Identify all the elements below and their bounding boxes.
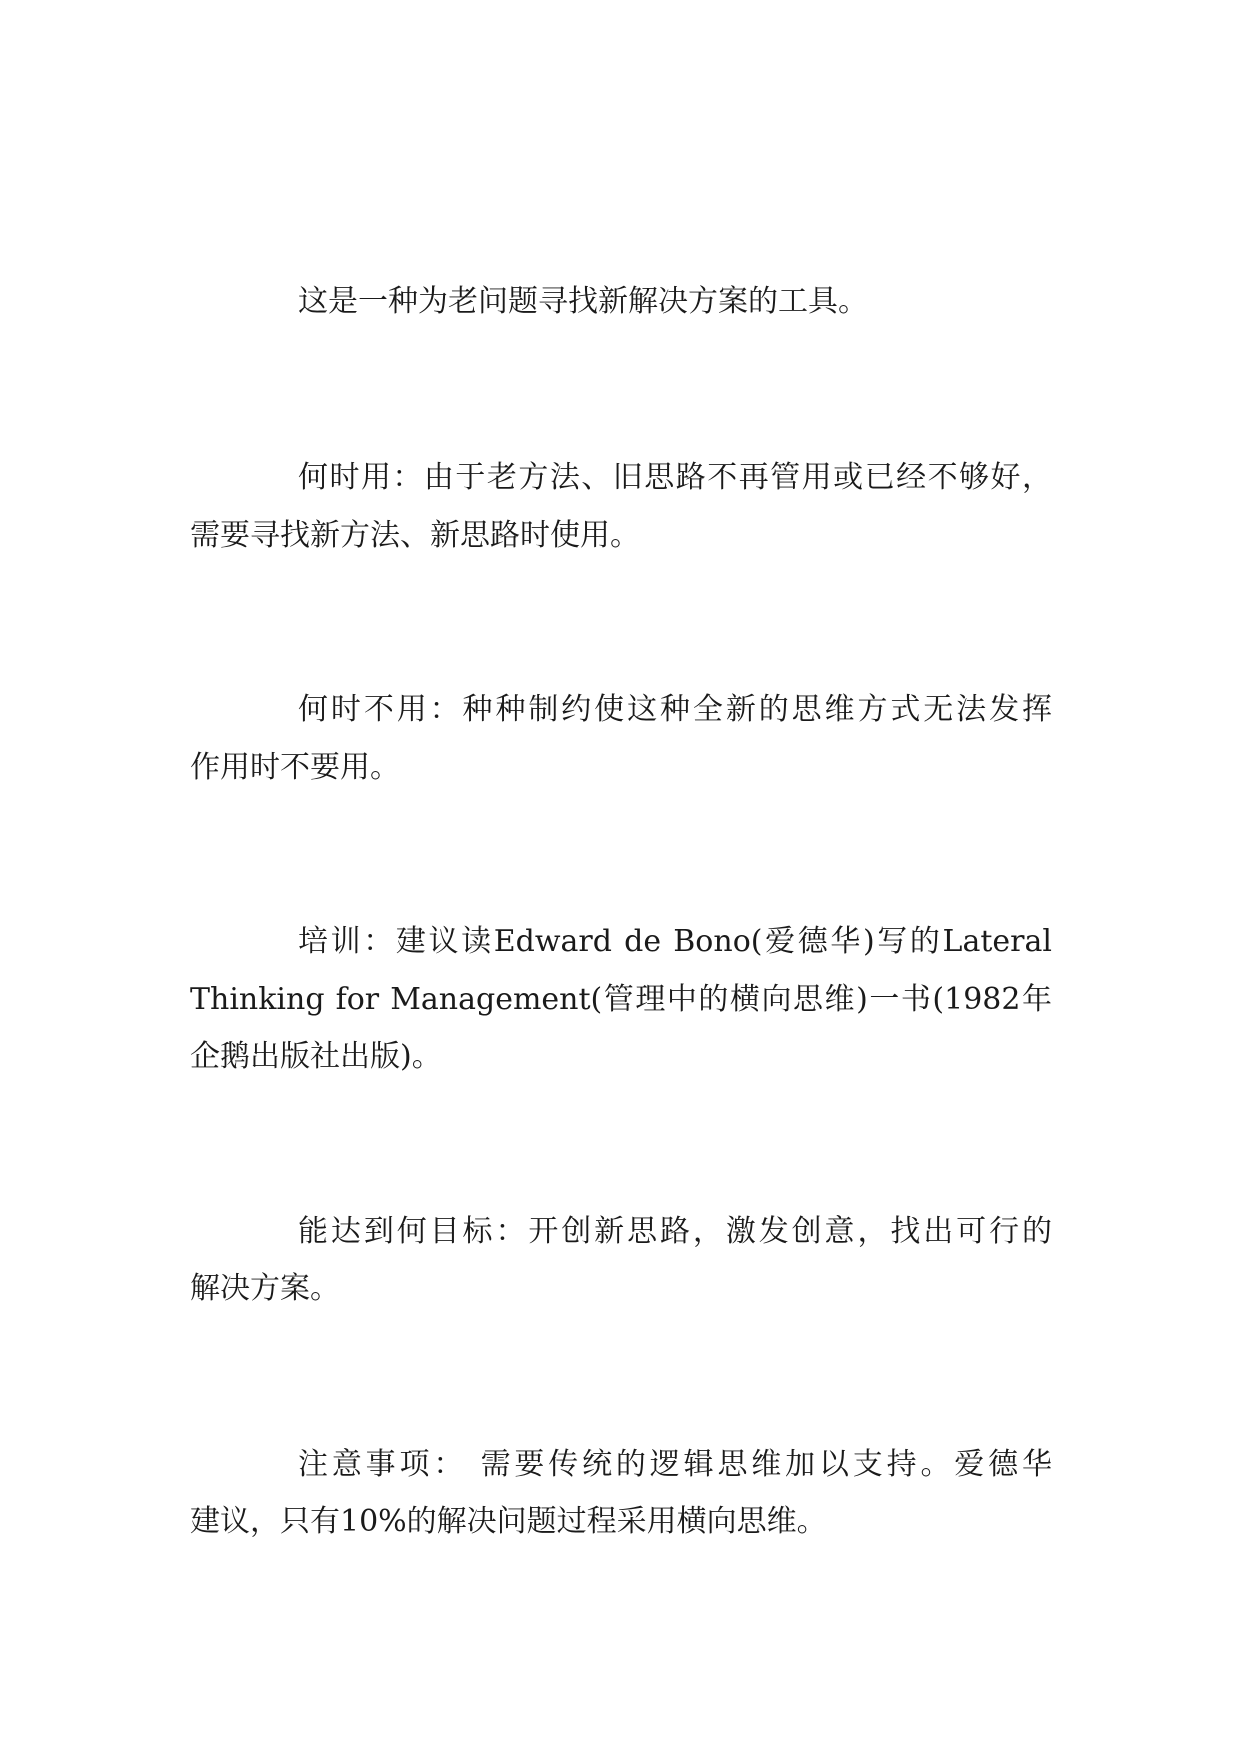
paragraph-when-not-to-use-line-1: 何时不用：种种制约使这种全新的思维方式无法发挥: [298, 692, 1052, 727]
paragraph-training-line-3: 企鹅出版社出版)。: [190, 1039, 442, 1074]
paragraph-when-to-use-line-2: 需要寻找新方法、新思路时使用。: [190, 518, 640, 553]
paragraph-intro-line-1: 这是一种为老问题寻找新解决方案的工具。: [298, 284, 868, 319]
paragraph-notes-line-1: 注意事项： 需要传统的逻辑思维加以支持。爱德华: [298, 1447, 1052, 1482]
paragraph-notes-line-2: 建议，只有10%的解决问题过程采用横向思维。: [190, 1504, 827, 1539]
paragraph-when-not-to-use-line-2: 作用时不要用。: [190, 750, 400, 785]
paragraph-when-to-use-line-1: 何时用：由于老方法、旧思路不再管用或已经不够好，: [298, 460, 1052, 495]
paragraph-goals-line-1: 能达到何目标：开创新思路，激发创意，找出可行的: [298, 1214, 1052, 1249]
paragraph-training-line-2: Thinking for Management(管理中的横向思维)一书(1982年: [190, 982, 1052, 1017]
paragraph-goals-line-2: 解决方案。: [190, 1271, 340, 1306]
paragraph-training-line-1: 培训：建议读Edward de Bono(爱德华)写的Lateral: [298, 924, 1052, 959]
